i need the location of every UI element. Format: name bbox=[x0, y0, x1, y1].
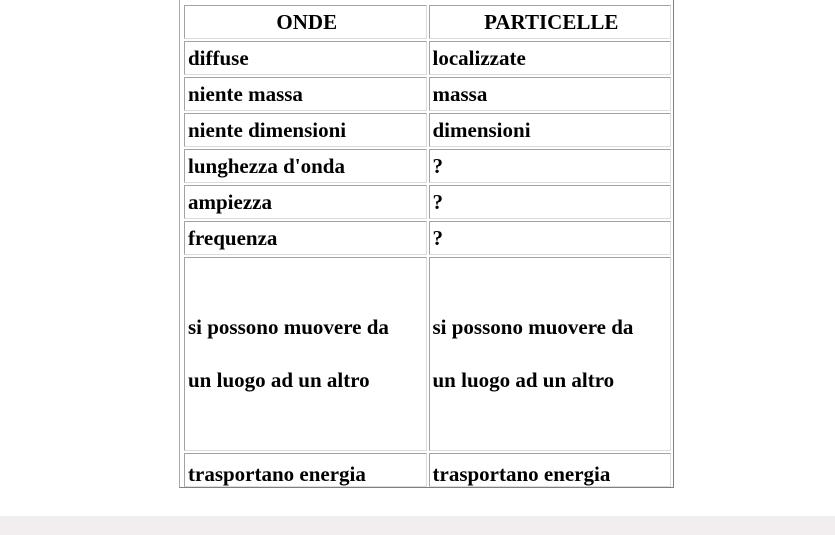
cell-particelle-unknown: ? bbox=[429, 149, 672, 183]
page-bottom-band bbox=[0, 516, 835, 535]
cell-particelle-unknown: ? bbox=[429, 221, 672, 255]
cell-onde-movement bbox=[184, 257, 427, 451]
cell-particelle-unknown: ? bbox=[429, 185, 672, 219]
comparison-table-frame bbox=[179, 0, 674, 488]
movement-line-2: un luogo ad un altro bbox=[188, 368, 370, 392]
cell-onde: trasportano energia bbox=[184, 453, 427, 487]
cell-particelle: trasportano energia bbox=[429, 453, 672, 487]
table-row bbox=[184, 185, 671, 219]
cell-onde: frequenza bbox=[184, 221, 427, 255]
cell-particelle-movement bbox=[429, 257, 672, 451]
cell-onde: ampiezza bbox=[184, 185, 427, 219]
table-row bbox=[184, 221, 671, 255]
cell-particelle: dimensioni bbox=[429, 113, 672, 147]
table-row-energy bbox=[184, 453, 671, 487]
header-particelle: PARTICELLE bbox=[429, 5, 672, 39]
table-row bbox=[184, 41, 671, 75]
cell-particelle: localizzate bbox=[429, 41, 672, 75]
cell-onde: niente dimensioni bbox=[184, 113, 427, 147]
cell-particelle: massa bbox=[429, 77, 672, 111]
table-row bbox=[184, 77, 671, 111]
table-row bbox=[184, 113, 671, 147]
table-row-movement bbox=[184, 257, 671, 451]
movement-line-1: si possono muovere da bbox=[432, 315, 634, 339]
table-row bbox=[184, 149, 671, 183]
movement-line-1: si possono muovere da bbox=[188, 315, 389, 339]
waves-vs-particles-table bbox=[182, 3, 673, 488]
movement-line-2: un luogo ad un altro bbox=[432, 368, 615, 392]
cell-onde: niente massa bbox=[184, 77, 427, 111]
header-onde: ONDE bbox=[184, 5, 427, 39]
cell-onde: lunghezza d'onda bbox=[184, 149, 427, 183]
cell-onde: diffuse bbox=[184, 41, 427, 75]
table-header-row bbox=[184, 5, 671, 39]
